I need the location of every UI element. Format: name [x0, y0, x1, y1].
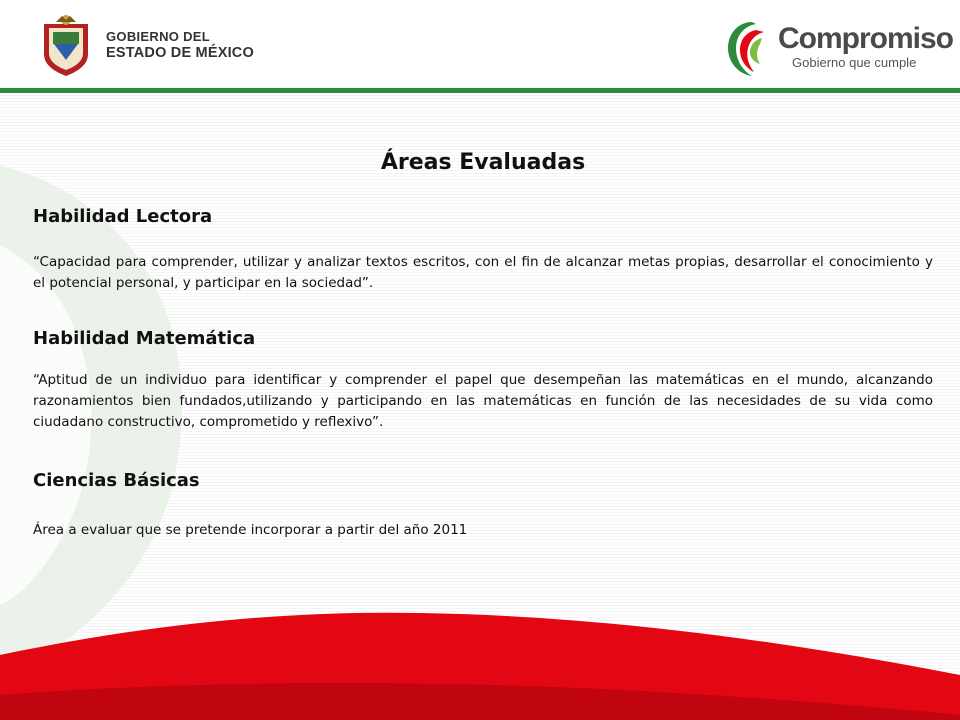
section-body-matematica: “Aptitud de un individuo para identificar y comprender el papel que desempeñan las matemáticas en el mundo, alcanzando razonamientos bien fundados,utilizando y participando en las matemáticas en función de las necesidades de su vida como ciudadano constructivo, comprometido y reflexivo”.	[33, 372, 933, 430]
compromiso-logo	[726, 16, 954, 84]
header-divider	[0, 88, 960, 93]
section-body-lectora: “Capacidad para comprender, utilizar y analizar textos escritos, con el fin de alcanzar metas propias, desarrollar el conocimiento y el potencial personal, y participar en la sociedad”.	[33, 254, 933, 291]
compromiso-text	[778, 22, 953, 70]
government-line1: GOBIERNO DEL	[106, 29, 210, 44]
government-name	[106, 28, 254, 62]
government-line2: ESTADO DE MÉXICO	[106, 45, 254, 61]
section-heading-lectora: Habilidad Lectora	[33, 206, 213, 227]
compromiso-tagline: Gobierno que cumple	[792, 55, 917, 70]
header	[0, 0, 960, 88]
page-title: Áreas Evaluadas	[380, 150, 586, 175]
state-shield-icon	[40, 14, 92, 76]
gobierno-estado-mexico-logo	[40, 14, 270, 78]
section-heading-matematica: Habilidad Matemática	[33, 328, 256, 349]
compromiso-word: Compromiso	[778, 22, 954, 55]
section-heading-ciencias: Ciencias Básicas	[33, 470, 200, 491]
section-body-ciencias: Área a evaluar que se pretende incorporar a partir del año 2011	[33, 522, 468, 538]
compromiso-swirl-icon	[726, 18, 778, 80]
